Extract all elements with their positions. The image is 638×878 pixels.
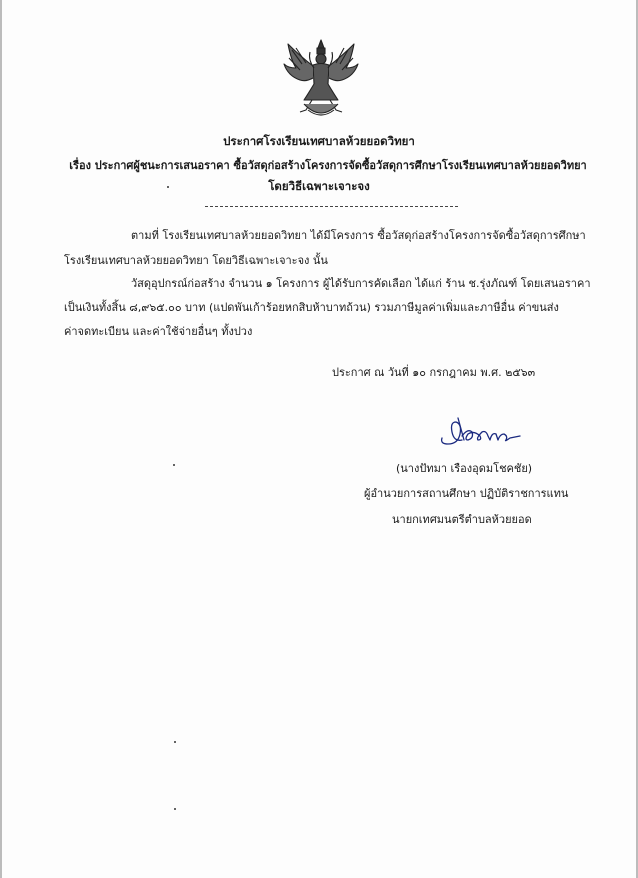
separator-rule [205,206,458,207]
announcement-date: ประกาศ ณ วันที่ ๑๐ กรกฎาคม พ.ศ. ๒๕๖๓ [332,366,536,379]
signer-position-2: นายกเทศมนตรีตำบลห้วยยอด [392,513,532,526]
body-line-1: ตามที่ โรงเรียนเทศบาลห้วยยอดวิทยา ได้มีโครงการ ซื้อวัสดุก่อสร้างโครงการจัดซื้อวัสดุการศึกษา [131,229,586,242]
scan-speck [174,741,176,743]
signer-name: (นางปัทมา เรืองอุดมโชคชัย) [396,462,533,475]
handwritten-signature-icon [438,414,522,450]
announcement-title: ประกาศโรงเรียนเทศบาลห้วยยอดวิทยา [223,134,415,148]
procurement-method: โดยวิธีเฉพาะเจาะจง [268,179,370,193]
scan-speck [167,186,169,188]
page-left-edge [0,0,2,878]
signer-position-1: ผู้อำนวยการสถานศึกษา ปฏิบัติราชการแทน [364,487,569,500]
scan-speck [173,464,175,466]
scan-speck [174,808,176,810]
body-line-4: เป็นเงินทั้งสิ้น ๘,๙๖๕.๐๐ บาท (แปดพันเก้าร้อยหกสิบห้าบาทถ้วน) รวมภาษีมูลค่าเพิ่มและภาษีอื่น ค่าขนส่ง [64,301,559,314]
body-line-2: โรงเรียนเทศบาลห้วยยอดวิทยา โดยวิธีเฉพาะเจาะจง นั้น [64,254,328,267]
announcement-subject: เรื่อง ประกาศผู้ชนะการเสนอราคา ซื้อวัสดุก่อสร้างโครงการจัดซื้อวัสดุการศึกษาโรงเรียนเทศบาลห้วยยอดวิทยา [69,159,587,172]
garuda-emblem-icon [282,38,360,122]
body-line-3: วัสดุอุปกรณ์ก่อสร้าง จำนวน ๑ โครงการ ผู้ได้รับการคัดเลือก ได้แก่ ร้าน ช.รุ่งภัณฑ์ โดยเสนอราคา [131,277,591,290]
body-line-5: ค่าจดทะเบียน และค่าใช้จ่ายอื่นๆ ทั้งปวง [64,325,253,338]
